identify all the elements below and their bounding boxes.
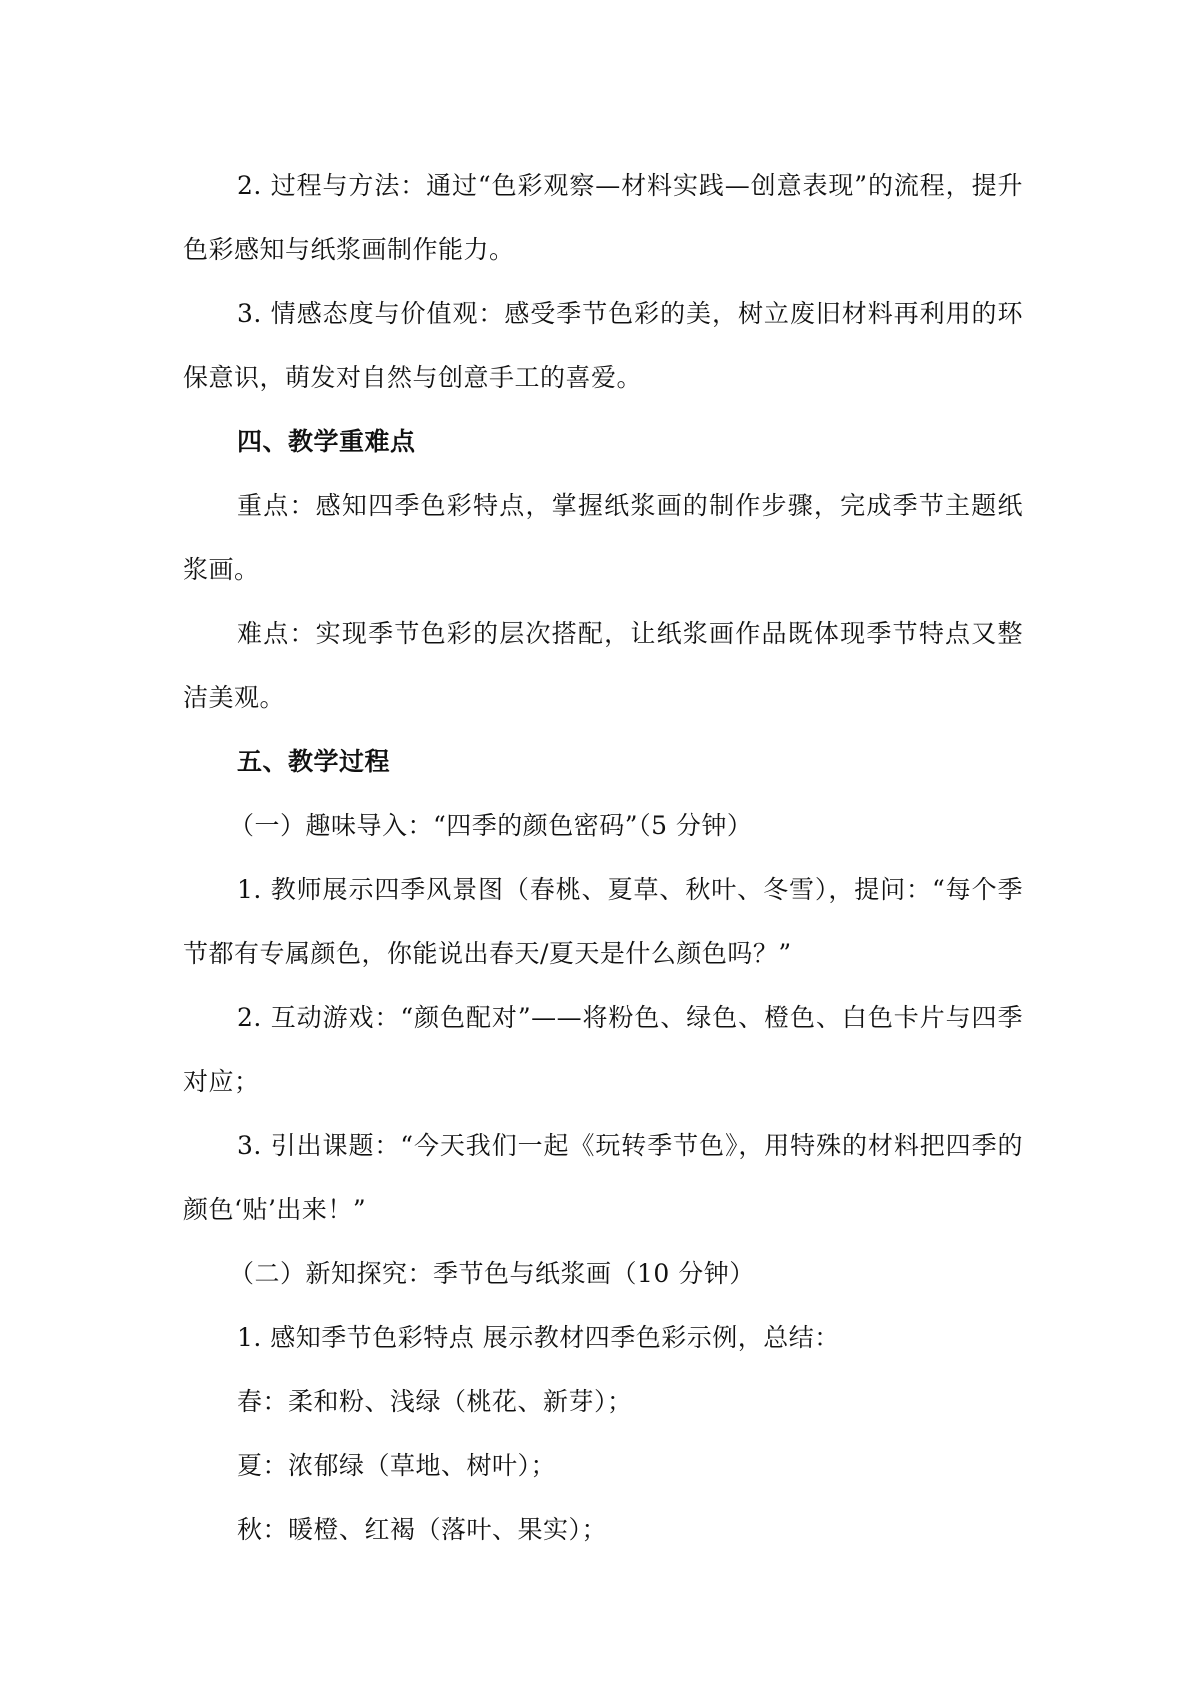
introduction-step-1: 1. 教师展示四季风景图（春桃、夏草、秋叶、冬雪），提问：“每个季节都有专属颜色，你能说出春天/夏天是什么颜色吗？” (183, 875, 1023, 968)
objective-emotion-values: 3. 情感态度与价值观：感受季节色彩的美，树立废旧材料再利用的环保意识，萌发对自然与创意手工的喜爱。 (183, 299, 1023, 392)
subsection-heading-exploration: （二）新知探究：季节色与纸浆画（10 分钟） (229, 1259, 755, 1288)
subsection-heading-introduction: （一）趣味导入：“四季的颜色密码”（5 分钟） (229, 811, 753, 840)
introduction-step-3: 3. 引出课题：“今天我们一起《玩转季节色》，用特殊的材料把四季的颜色‘贴’出来！” (183, 1131, 1023, 1224)
season-autumn-colors: 秋：暖橙、红褐（落叶、果实）； (237, 1515, 608, 1544)
section-heading-key-difficult-points: 四、教学重难点 (237, 427, 416, 456)
introduction-step-2: 2. 互动游戏：“颜色配对”——将粉色、绿色、橙色、白色卡片与四季对应； (183, 1003, 1023, 1096)
document-body (183, 154, 1023, 1562)
season-spring-colors: 春：柔和粉、浅绿（桃花、新芽）； (237, 1387, 633, 1416)
key-point-paragraph: 重点：感知四季色彩特点，掌握纸浆画的制作步骤，完成季节主题纸浆画。 (183, 491, 1023, 584)
exploration-step-1: 1. 感知季节色彩特点 展示教材四季色彩示例，总结： (237, 1323, 840, 1352)
season-summer-colors: 夏：浓郁绿（草地、树叶）； (237, 1451, 557, 1480)
section-heading-teaching-process: 五、教学过程 (237, 747, 391, 776)
objective-process-method: 2. 过程与方法：通过“色彩观察—材料实践—创意表现”的流程，提升色彩感知与纸浆画制作能力。 (183, 171, 1023, 264)
difficult-point-paragraph: 难点：实现季节色彩的层次搭配，让纸浆画作品既体现季节特点又整洁美观。 (183, 619, 1023, 712)
